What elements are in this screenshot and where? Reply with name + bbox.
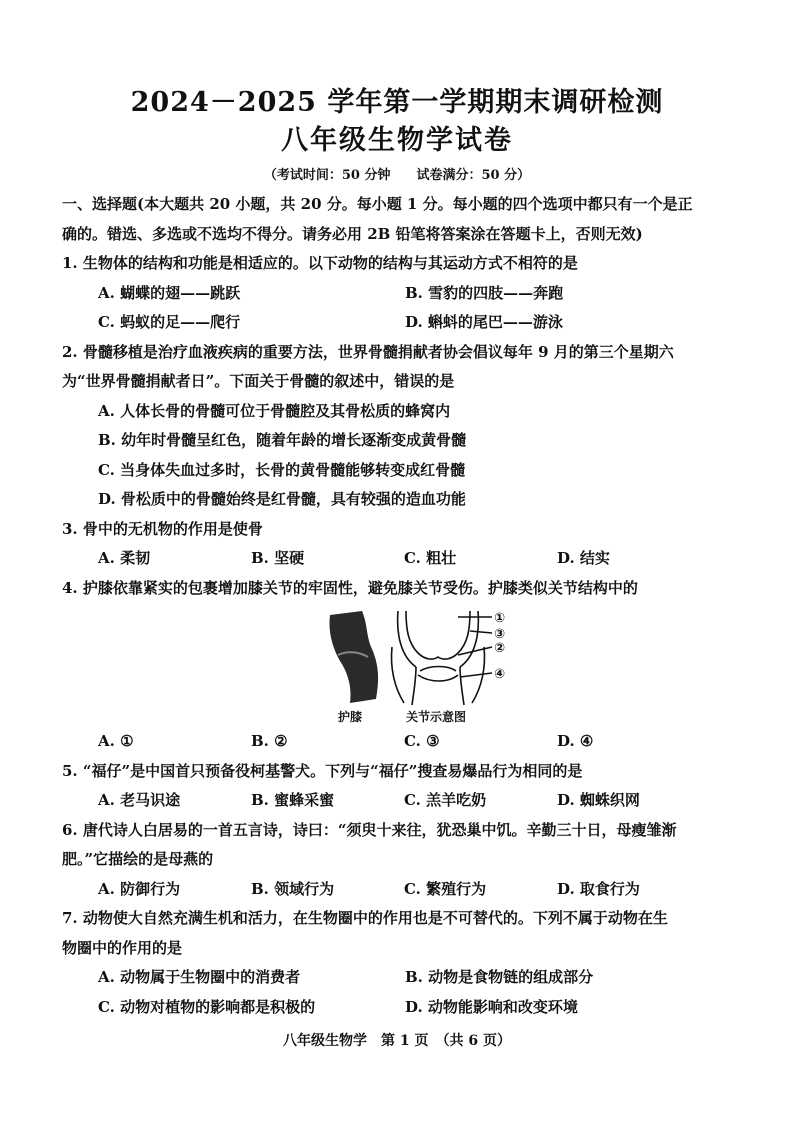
- question-6-options: [62, 875, 752, 905]
- question-4-options: [62, 727, 752, 757]
- option-b: B. ②: [251, 732, 288, 750]
- exam-info: （考试时间：50 分钟 试卷满分：50 分）: [263, 168, 531, 183]
- option-a: A. ①: [98, 732, 134, 750]
- figure-caption-right: 关节示意图: [406, 710, 467, 724]
- option-b: B. 领域行为: [251, 879, 335, 898]
- question-1-options: [62, 308, 752, 338]
- option-c: C. 繁殖行为: [404, 879, 487, 898]
- option-c: C. 羔羊吃奶: [404, 791, 487, 809]
- option-c: C. 粗壮: [404, 549, 457, 567]
- knee-joint-illustration: [320, 607, 560, 725]
- section-intro-line: 一、选择题(本大题共 20 小题，共 20 分。每小题 1 分。每小题的四个选项中都只有一个是正: [62, 195, 693, 213]
- joint-diagram: [392, 611, 493, 705]
- option-d: D. 结实: [557, 549, 610, 567]
- knee-joint-figure: [62, 607, 752, 725]
- option-a: A. 人体长骨的骨髓可位于骨髓腔及其骨松质的蜂窝内: [98, 401, 451, 420]
- option-d: D. ④: [557, 732, 594, 750]
- knee-brace-image: [329, 611, 378, 703]
- question-2-stem: 2. 骨髓移植是治疗血液疾病的重要方法，世界骨髓捐献者协会倡议每年 9 月的第三个星期六: [62, 342, 674, 361]
- question-7-stem: 物圈中的作用的是: [62, 938, 183, 957]
- question-3-stem: 3. 骨中的无机物的作用是使骨: [62, 519, 263, 538]
- option-c: C. ③: [404, 732, 440, 750]
- option-b: B. 幼年时骨髓呈红色，随着年龄的增长逐渐变成黄骨髓: [98, 431, 467, 449]
- question-7-stem: 7. 动物使大自然充满生机和活力，在生物圈中的作用也是不可替代的。下列不属于动物在生: [62, 909, 668, 927]
- page-footer: 八年级生物学 第 1 页 （共 6 页）: [283, 1033, 511, 1049]
- question-1-stem: 1. 生物体的结构和功能是相适应的。以下动物的结构与其运动方式不相符的是: [62, 254, 578, 272]
- figure-label-2: ②: [494, 641, 506, 656]
- question-1-options: [62, 279, 752, 309]
- option-d: D. 取食行为: [557, 879, 640, 898]
- question-2-stem: 为“世界骨髓捐献者日”。下面关于骨髓的叙述中，错误的是: [62, 372, 455, 390]
- question-7-options: [62, 993, 752, 1023]
- exam-subtitle: 八年级生物学试卷: [281, 125, 513, 156]
- figure-caption-left: 护膝: [338, 710, 363, 724]
- option-c: C. 当身体失血过多时，长骨的黄骨髓能够转变成红骨髓: [98, 460, 466, 479]
- option-b: B. 坚硬: [251, 549, 305, 567]
- option-b: B. 动物是食物链的组成部分: [405, 968, 594, 986]
- option-d: D. 蜘蛛织网: [557, 791, 640, 809]
- option-b: B. 蜜蜂采蜜: [251, 791, 335, 809]
- option-c: C. 蚂蚁的足——爬行: [98, 313, 241, 331]
- question-6-stem: 6. 唐代诗人白居易的一首五言诗，诗曰：“须臾十来往，犹恐巢中饥。辛勤三十日，母瘦雏渐: [62, 820, 677, 839]
- option-a: A. 老马识途: [98, 791, 181, 809]
- question-3-options: [62, 544, 752, 574]
- exam-title: 2024－2025 学年第一学期期末调研检测: [130, 87, 664, 118]
- figure-label-4: ④: [494, 667, 506, 682]
- option-a: A. 蝴蝶的翅——跳跃: [98, 283, 241, 302]
- option-a: A. 动物属于生物圈中的消费者: [98, 968, 301, 986]
- question-6-stem: 肥。”它描绘的是母燕的: [62, 850, 214, 868]
- option-c: C. 动物对植物的影响都是积极的: [98, 997, 316, 1016]
- question-5-stem: 5. “福仔”是中国首只预备役柯基警犬。下列与“福仔”搜查易爆品行为相同的是: [62, 761, 583, 780]
- option-d: D. 骨松质中的骨髓始终是红骨髓，具有较强的造血功能: [98, 490, 466, 508]
- option-d: D. 动物能影响和改变环境: [405, 997, 578, 1016]
- option-a: A. 防御行为: [98, 879, 181, 898]
- question-4-stem: 4. 护膝依靠紧实的包裹增加膝关节的牢固性，避免膝关节受伤。护膝类似关节结构中的: [62, 578, 638, 597]
- question-7-options: [62, 963, 752, 993]
- figure-label-1: ①: [494, 611, 506, 626]
- exam-content: [62, 190, 752, 1022]
- option-a: A. 柔韧: [98, 549, 151, 567]
- figure-label-3: ③: [494, 627, 506, 642]
- section-intro-line: 确的。错选、多选或不选均不得分。请务必用 2B 铅笔将答案涂在答题卡上，否则无效): [62, 224, 643, 243]
- option-b: B. 雪豹的四肢——奔跑: [405, 283, 564, 302]
- question-5-options: [62, 786, 752, 816]
- option-d: D. 蝌蚪的尾巴——游泳: [405, 313, 563, 331]
